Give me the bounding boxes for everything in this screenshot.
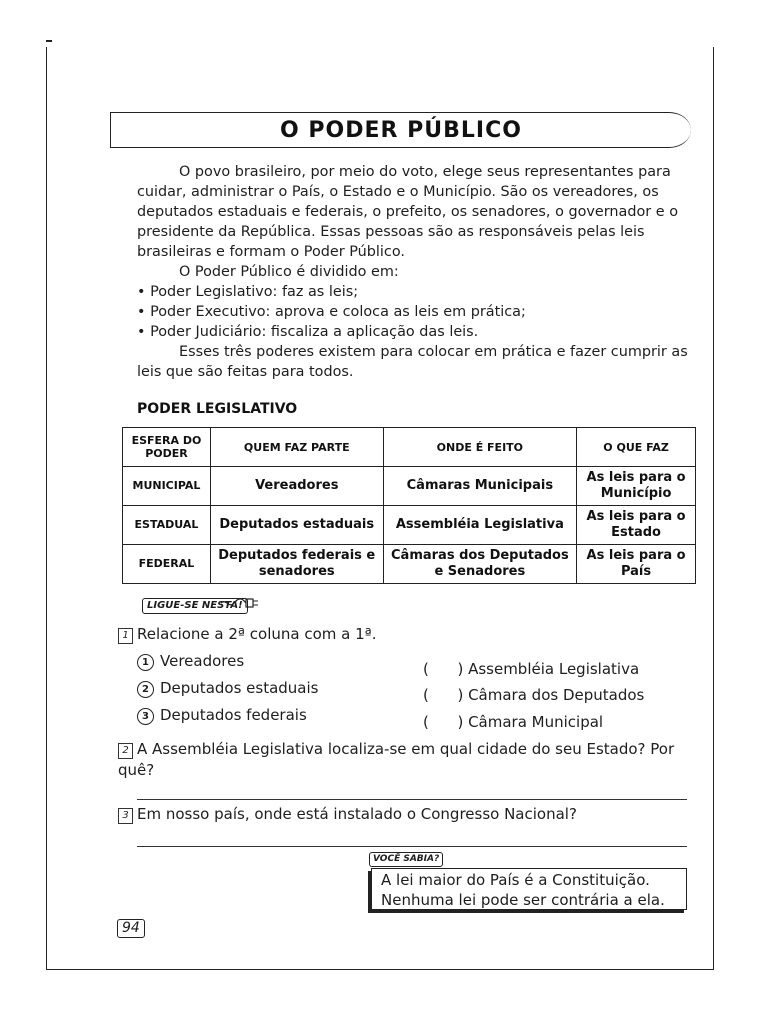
question-number: 2 bbox=[118, 743, 133, 759]
match-option-camara-deputados[interactable]: ( ) Câmara dos Deputados bbox=[423, 686, 645, 704]
ligue-se-nesta-label: LIGUE-SE NESTA! bbox=[142, 598, 248, 614]
intro-text bbox=[137, 162, 689, 382]
table-header-row bbox=[123, 428, 696, 467]
voce-sabia-line-1: A lei maior do País é a Constituição. bbox=[381, 871, 650, 889]
question-2-text: A Assembléia Legislativa localiza-se em qual cidade do seu Estado? Por quê? bbox=[118, 740, 675, 779]
item-number: 2 bbox=[137, 681, 154, 698]
list-item-vereadores bbox=[137, 652, 244, 671]
plug-icon bbox=[220, 596, 260, 613]
match-option-camara-municipal[interactable]: ( ) Câmara Municipal bbox=[423, 713, 604, 731]
item-number: 3 bbox=[137, 708, 154, 725]
table-cell: As leis para o País bbox=[577, 545, 696, 584]
section-heading: PODER LEGISLATIVO bbox=[137, 401, 298, 417]
item-number: 1 bbox=[137, 654, 154, 671]
table-cell: Deputados estaduais bbox=[210, 506, 383, 545]
legislative-table bbox=[122, 427, 696, 584]
voce-sabia-line-2: Nenhuma lei pode ser contrária a ela. bbox=[381, 891, 665, 909]
bullet-legislativo: • Poder Legislativo: faz as leis; bbox=[137, 284, 359, 300]
table-row bbox=[123, 467, 696, 506]
table-cell: Deputados federais e senadores bbox=[210, 545, 383, 584]
page-title: O PODER PÚBLICO bbox=[280, 117, 522, 143]
table-cell: As leis para o Município bbox=[577, 467, 696, 506]
list-item-deputados-federais bbox=[137, 706, 307, 725]
table-cell: Câmaras Municipais bbox=[383, 467, 577, 506]
question-3 bbox=[118, 804, 577, 825]
page-corner-mark bbox=[46, 40, 52, 42]
bullet-judiciario: • Poder Judiciário: fiscaliza a aplicação das leis. bbox=[137, 324, 479, 340]
intro-paragraph-1: O povo brasileiro, por meio do voto, elege seus representantes para cuidar, administrar o País, o Estado e o Município. São os vereadores, os deputados estaduais e federais, o prefeito, os senadores, o governador e o presidente da República. Essas pessoas são as responsáveis pelas leis brasileiras e formam o Poder Público. bbox=[137, 164, 679, 260]
table-cell: Assembléia Legislativa bbox=[383, 506, 577, 545]
question-1 bbox=[118, 624, 376, 645]
intro-paragraph-3: Esses três poderes existem para colocar em prática e fazer cumprir as leis que são feitas para todos. bbox=[137, 344, 688, 380]
item-text: Vereadores bbox=[160, 652, 245, 670]
item-text: Deputados federais bbox=[160, 706, 307, 724]
question-number: 1 bbox=[118, 628, 133, 644]
voce-sabia-box bbox=[371, 868, 687, 910]
item-text: Deputados estaduais bbox=[160, 679, 319, 697]
table-cell: MUNICIPAL bbox=[123, 467, 211, 506]
table-header: ONDE É FEITO bbox=[383, 428, 577, 467]
table-header: O QUE FAZ bbox=[577, 428, 696, 467]
table-cell: Vereadores bbox=[210, 467, 383, 506]
bullet-executivo: • Poder Executivo: aprova e coloca as leis em prática; bbox=[137, 304, 526, 320]
match-option-assembleia[interactable]: ( ) Assembléia Legislativa bbox=[423, 660, 640, 678]
page-number: 94 bbox=[117, 919, 145, 938]
question-2 bbox=[118, 739, 693, 781]
list-item-deputados-estaduais bbox=[137, 679, 318, 698]
table-cell: FEDERAL bbox=[123, 545, 211, 584]
title-banner bbox=[110, 112, 691, 148]
question-number: 3 bbox=[118, 808, 133, 824]
table-row bbox=[123, 506, 696, 545]
table-row bbox=[123, 545, 696, 584]
table-header: ESFERA DO PODER bbox=[123, 428, 211, 467]
question-3-text: Em nosso país, onde está instalado o Congresso Nacional? bbox=[137, 805, 577, 823]
table-cell: Câmaras dos Deputados e Senadores bbox=[383, 545, 577, 584]
voce-sabia-label: VOCÊ SABIA? bbox=[369, 852, 443, 867]
intro-paragraph-2: O Poder Público é dividido em: bbox=[179, 264, 399, 280]
answer-line-q3[interactable] bbox=[137, 846, 687, 847]
answer-line-q2[interactable] bbox=[137, 799, 687, 800]
question-1-text: Relacione a 2ª coluna com a 1ª. bbox=[137, 625, 377, 643]
table-cell: As leis para o Estado bbox=[577, 506, 696, 545]
table-header: QUEM FAZ PARTE bbox=[210, 428, 383, 467]
table-cell: ESTADUAL bbox=[123, 506, 211, 545]
